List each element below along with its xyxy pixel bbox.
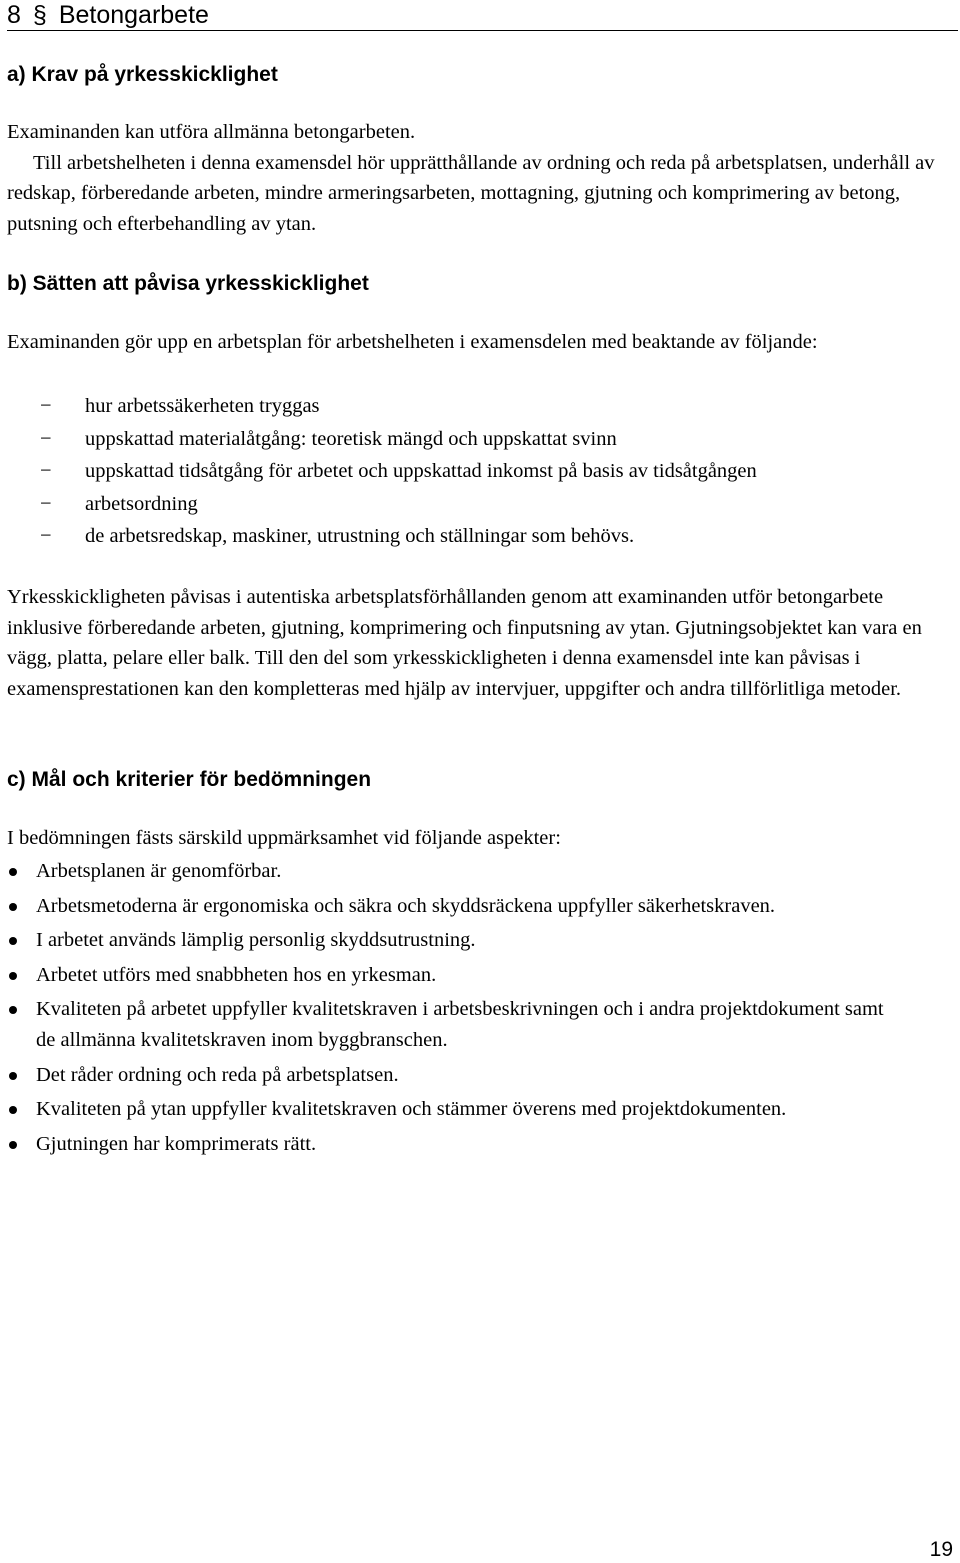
list-item [0,1129,900,1160]
section-a-line1: Examinanden kan utföra allmänna betongarbeten. [7,121,416,143]
list-item [0,960,900,991]
section-c-intro: I bedömningen fästs särskild uppmärksamhet vid följande aspekter: [7,827,561,849]
list-item-text: Det råder ordning och reda på arbetsplatsen. [36,1063,399,1086]
list-item [0,925,900,956]
chapter-title: Betongarbete [58,1,209,29]
list-item [0,994,900,1056]
section-a-paragraph [7,117,951,239]
dash-marker: − [40,460,52,482]
list-item [0,856,900,887]
list-item-text: I arbetet används lämplig personlig skyddsutrustning. [36,929,476,951]
arbetsplan-list [0,390,757,553]
section-sign: § [32,1,47,29]
chapter-number: 8 [7,1,21,29]
list-item-text: arbetsordning [85,492,198,515]
section-b-paragraph: Yrkesskickligheten påvisas i autentiska arbetsplatsförhållanden genom att examinanden utför betongarbete inklusive förberedande arbeten, gjutning, komprimering och finputsning av ytan. Gjutningsobjektet kan vara en vägg, platta, pelare eller balk. Till den del som yrkesskickligheten i denna examensdel inte kan påvisas i examensprestationen kan den kompletteras med hjälp av intervjuer, uppgifter och andra tillförlitliga metoder. [7,586,922,700]
list-item [0,891,900,922]
dash-marker: − [40,492,52,515]
list-item-text: hur arbetssäkerheten tryggas [85,395,320,417]
list-item-text: uppskattad tidsåtgång för arbetet och uppskattad inkomst på basis av tidsåtgången [85,460,757,482]
list-item [0,423,757,456]
list-item [0,1094,900,1125]
list-item [0,390,757,423]
page-number: 19 [929,1538,953,1561]
list-item-text: Kvaliteten på arbetet uppfyller kvalitetskraven i arbetsbeskrivningen och i andra projektdokument samt de allmänna kvalitetskraven inom byggbranschen. [36,998,884,1051]
list-item-text: Arbetsplanen är genomförbar. [36,860,282,882]
bullet-icon [9,1141,17,1149]
list-item [0,455,757,488]
dash-marker: − [40,525,52,547]
bullet-icon [9,903,17,911]
bullet-icon [9,1072,17,1080]
dash-marker: − [40,395,52,417]
section-a-heading: a) Krav på yrkesskicklighet [7,63,278,86]
section-a-body: Till arbetshelheten i denna examensdel hör upprätthållande av ordning och reda på arbetsplatsen, underhåll av redskap, förberedande arbeten, mindre armeringsarbeten, mottagning, gjutning och komprimering av betong, putsning och efterbehandling av ytan. [7,151,935,235]
list-item-text: Gjutningen har komprimerats rätt. [36,1132,317,1155]
chapter-header [7,0,958,31]
criteria-list [0,856,900,1163]
bullet-icon [9,1006,17,1014]
list-item-text: uppskattad materialåtgång: teoretisk mängd och uppskattat svinn [85,427,617,450]
bullet-icon [9,1106,17,1114]
list-item-text: Arbetet utförs med snabbheten hos en yrkesman. [36,963,437,986]
section-b-heading: b) Sätten att påvisa yrkesskicklighet [7,272,369,295]
list-item-text: de arbetsredskap, maskiner, utrustning och ställningar som behövs. [85,525,635,547]
list-item-text: Arbetsmetoderna är ergonomiska och säkra och skyddsräckena uppfyller säkerhetskraven. [36,894,776,917]
section-c-heading: c) Mål och kriterier för bedömningen [7,768,372,791]
bullet-icon [9,868,17,876]
list-item [0,1060,900,1091]
list-item-text: Kvaliteten på ytan uppfyller kvalitetskraven och stämmer överens med projektdokumenten. [36,1098,787,1120]
list-item [0,520,757,553]
dash-marker: − [40,427,52,450]
bullet-icon [9,937,17,945]
section-b-intro: Examinanden gör upp en arbetsplan för arbetshelheten i examensdelen med beaktande av följande: [7,331,818,353]
list-item [0,488,757,521]
bullet-icon [9,972,17,980]
